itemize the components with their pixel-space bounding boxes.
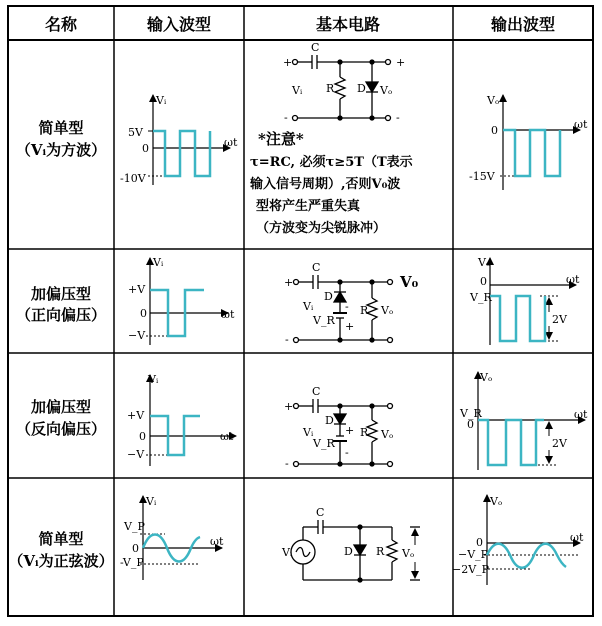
row2-circuit-vr-label: V_R <box>313 314 335 327</box>
row3-name: 加偏压型 <box>30 398 92 416</box>
row1-input-bottom-label: -10V <box>120 172 146 185</box>
row4-output-zero-label: 0 <box>476 536 483 549</box>
row2-output-axis-label: Vₒ <box>478 256 491 269</box>
row3-input-wt-label: ωt <box>220 430 234 443</box>
row4-name: 简单型 <box>38 530 84 548</box>
row1-note-line3: 型将产生严重失真 <box>256 199 361 214</box>
row2-input-bottom-label: −V <box>128 329 146 342</box>
row4-circuit-vo-label: Vₒ <box>402 547 415 560</box>
row4-input-top-label: V_P <box>124 520 145 533</box>
row3-output-axis-label: Vₒ <box>480 371 493 384</box>
row4-output-wt-label: ωt <box>570 531 584 544</box>
row3-output-vr-label: V_R <box>460 407 482 420</box>
row1-input-waveform <box>120 94 238 185</box>
row2-circuit-v0-label: V₀ <box>400 273 419 291</box>
row2-output-waveform <box>469 256 580 345</box>
row1-note-line4: （方波变为尖锐脉冲） <box>256 221 387 236</box>
row2-input-top-label: +V <box>128 283 146 296</box>
row4-output-axis-label: Vₒ <box>490 495 503 508</box>
row2-input-wt-label: ωt <box>221 308 235 321</box>
row2-name: 加偏压型 <box>30 285 92 303</box>
row2-output-zero-label: 0 <box>480 275 487 288</box>
row3-input-zero-label: 0 <box>139 430 146 443</box>
row2-input-waveform <box>128 256 235 345</box>
row3-output-swing-label: 2V <box>552 437 567 450</box>
row3-circuit-d-label: D <box>325 414 334 427</box>
row2-output-swing-label: 2V <box>552 313 567 326</box>
row1-subname: （Vᵢ为方波） <box>15 141 107 159</box>
row2-output-vr-label: V_R <box>470 291 492 304</box>
row2-circuit-d-label: D <box>324 290 333 303</box>
row4-input-bottom-label: -V_P <box>120 556 144 569</box>
header-basic-circuit: 基本电路 <box>315 15 381 34</box>
row3-circuit-plus-bias: + <box>345 424 355 437</box>
row1-input-zero-label: 0 <box>142 142 149 155</box>
row1-output-waveform <box>469 94 588 190</box>
row3-output-zero-label: 0 <box>467 418 474 431</box>
row1-circuit-minus-out: - <box>396 111 400 124</box>
row2-circuit-r-label: R <box>360 304 369 317</box>
row4-input-zero-label: 0 <box>132 542 139 555</box>
row1-input-axis-label: Vᵢ <box>156 94 167 107</box>
row1-circuit-vi-label: Vᵢ <box>292 84 303 97</box>
row1-input-top-label: 5V <box>128 126 143 139</box>
row3-circuit-minus-bias: - <box>345 446 349 459</box>
row1-output-zero-label: 0 <box>491 124 498 137</box>
row3-circuit-minus-in: - <box>285 457 289 470</box>
row4-input-wt-label: ωt <box>210 535 224 548</box>
row3-input-top-label: +V <box>127 409 145 422</box>
row1-note <box>249 130 414 236</box>
row4-output-minus-2vp-label: −2V_P <box>452 563 490 576</box>
row1-note-title: *注意* <box>258 130 304 148</box>
row3-output-waveform <box>459 371 588 470</box>
row1-circuit-d-label: D <box>357 82 366 95</box>
row2-circuit-plus-bias: + <box>345 320 355 333</box>
row4-circuit-c-label: C <box>316 506 325 519</box>
row1-circuit-labels <box>283 41 405 124</box>
row2-circuit-labels <box>284 261 419 346</box>
row2-output-wt-label: ωt <box>566 273 580 286</box>
row1-name: 简单型 <box>38 119 84 137</box>
header-output-waveform: 输出波型 <box>490 15 556 34</box>
row4-circuit-vi-label: Vᵢ <box>282 546 293 559</box>
row3-circuit-labels <box>284 385 393 470</box>
row4-circuit-d-label: D <box>344 545 353 558</box>
row1-output-wt-label: ωt <box>574 118 588 131</box>
row1-circuit-minus-in: - <box>284 111 288 124</box>
row3-circuit-vr-label: V_R <box>313 437 335 450</box>
row1-circuit-plus-in: + <box>283 56 293 69</box>
row1-input-wt-label: ωt <box>224 136 238 149</box>
row3-input-axis-label: Vᵢ <box>148 373 159 386</box>
row3-subname: （反向偏压） <box>15 420 107 438</box>
row1-output-bottom-label: -15V <box>469 170 495 183</box>
row4-output-waveform <box>452 495 584 585</box>
row3-circuit-c-label: C <box>312 385 321 398</box>
row3-circuit-plus-in: + <box>284 400 294 413</box>
row1-note-line2: 输入信号周期）,否则V₀波 <box>250 177 401 192</box>
row2-circuit-vi-label: Vᵢ <box>303 300 314 313</box>
row1-circuit-vo-label: Vₒ <box>380 84 393 97</box>
row2-input-axis-label: Vᵢ <box>153 256 164 269</box>
row1-note-line1: τ=RC, 必须τ≥5T（T表示 <box>250 155 413 170</box>
row2-circuit-plus-in: + <box>284 276 294 289</box>
row2-circuit-minus-in: - <box>285 333 289 346</box>
header-name: 名称 <box>44 15 78 34</box>
row3-circuit-r-label: R <box>360 426 369 439</box>
row4-input-axis-label: Vᵢ <box>146 495 157 508</box>
row1-circuit-plus-out: + <box>396 56 406 69</box>
row3-output-wt-label: ωt <box>574 408 588 421</box>
row4-circuit-r-label: R <box>376 545 385 558</box>
row1-output-axis-label: Vₒ <box>487 94 500 107</box>
header-input-waveform: 输入波型 <box>146 15 212 34</box>
row4-output-minus-vp-label: −V_P <box>458 548 489 561</box>
row1-circuit-r-label: R <box>326 82 335 95</box>
row2-circuit-minus-bias: - <box>345 300 349 313</box>
row3-input-bottom-label: −V <box>127 448 145 461</box>
row4-circuit <box>291 520 420 582</box>
row1-circuit <box>293 55 391 121</box>
row3-input-waveform <box>127 373 236 466</box>
row2-subname: （正向偏压） <box>15 306 107 324</box>
row1-circuit-c-label: C <box>311 41 320 54</box>
row2-input-zero-label: 0 <box>140 307 147 320</box>
row2-circuit-c-label: C <box>312 261 321 274</box>
row3-circuit-vo-label: Vₒ <box>381 428 394 441</box>
row-names <box>8 119 113 570</box>
row4-subname: （Vᵢ为正弦波） <box>8 552 114 570</box>
row3-circuit-vi-label: Vᵢ <box>303 426 314 439</box>
table-header <box>45 15 555 34</box>
row4-input-waveform <box>120 495 224 580</box>
row2-circuit-vo-label: Vₒ <box>381 304 394 317</box>
